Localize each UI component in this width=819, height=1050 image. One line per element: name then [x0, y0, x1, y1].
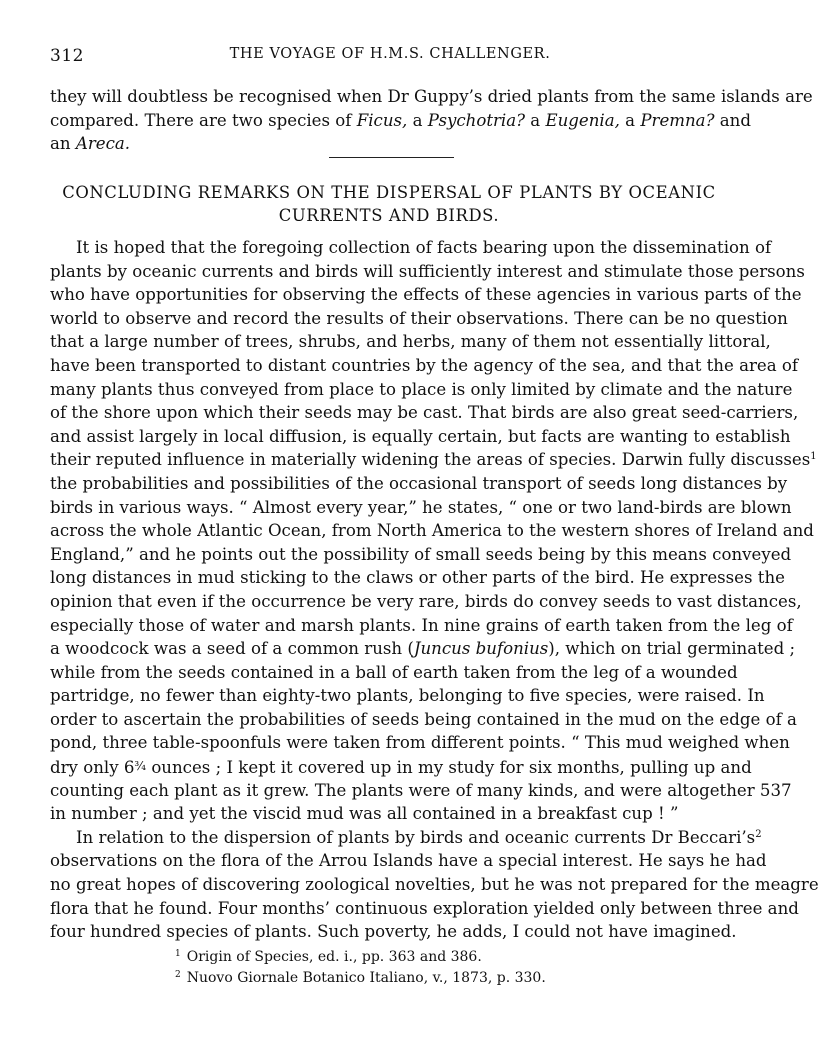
text-run: and [714, 110, 751, 130]
text-line: no great hopes of discovering zoological novelties, but he was not prepared for the meagre [50, 875, 819, 895]
text-run: a [619, 110, 641, 130]
heading-line: CURRENTS AND BIRDS. [278, 206, 500, 225]
text-line: observations on the flora of the Arrou Islands have a special interest. He says he had [50, 851, 767, 871]
text-run: a [407, 110, 428, 130]
running-title: THE VOYAGE OF H.M.S. CHALLENGER. [229, 46, 551, 62]
heading-line: CONCLUDING REMARKS ON THE DISPERSAL OF PLANTS BY OCEANIC [62, 183, 716, 202]
body-text [50, 236, 819, 944]
text-line: long distances in mud sticking to the claws or other parts of the bird. He expresses the [50, 568, 785, 588]
text-line: plants by oceanic currents and birds will sufficiently interest and stimulate those persons [50, 261, 805, 281]
footnote [175, 968, 695, 989]
footnote [175, 947, 695, 968]
footnote-text: Origin of Species, ed. i., pp. 363 and 386. [186, 949, 482, 965]
text-run: compared. There are two species of [50, 110, 357, 130]
text-run: ), which on trial germinated ; [548, 639, 796, 659]
text-run: In relation to the dispersion of plants by birds and oceanic currents Dr Beccari’s [76, 827, 756, 847]
page-header [50, 46, 730, 70]
text-run: a woodcock was a seed of a common rush ( [50, 639, 414, 659]
text-line: four hundred species of plants. Such poverty, he adds, I could not have imagined. [50, 922, 737, 942]
text-line: order to ascertain the probabilities of seeds being contained in the mud on the edge of a [50, 709, 797, 729]
text-line: many plants thus conveyed from place to place is only limited by climate and the nature [50, 379, 793, 399]
page-number: 312 [50, 46, 84, 66]
taxon-psychotria: Psychotria? [427, 110, 526, 130]
text-run: an [50, 134, 76, 154]
text-line: England,” and he points out the possibility of small seeds being by this means conveyed [50, 544, 792, 564]
text-line: and assist largely in local diffusion, is equally certain, but facts are wanting to establish [50, 426, 791, 446]
text-line: they will doubtless be recognised when Dr Guppy’s dried plants from the same islands are [50, 87, 813, 106]
text-line: that a large number of trees, shrubs, and herbs, many of them not essentially littoral, [50, 332, 771, 352]
footnote-marker: 2 [175, 970, 181, 980]
text-line: the probabilities and possibilities of the occasional transport of seeds long distances by [50, 473, 788, 493]
intro-paragraph [50, 85, 813, 156]
footnote-ref: 2 [755, 828, 762, 840]
text-line [50, 448, 817, 472]
text-line: pond, three table-spoonfuls were taken from different points. “ This mud weighed when [50, 733, 790, 753]
text-line: especially those of water and marsh plants. In nine grains of earth taken from the leg of [50, 615, 793, 635]
text-line: counting each plant as it grew. The plants were of many kinds, and were altogether 537 [50, 780, 792, 800]
section-divider [329, 157, 454, 158]
text-line [50, 755, 752, 779]
footnote-ref: 1 [810, 451, 817, 463]
text-line: world to observe and record the results of their observations. There can be no question [50, 308, 788, 328]
text-line [50, 109, 751, 133]
text-line [50, 637, 796, 661]
text-line: opinion that even if the occurrence be very rare, birds do convey seeds to vast distances, [50, 591, 802, 611]
text-line: in number ; and yet the viscid mud was all contained in a breakfast cup ! ” [50, 804, 679, 824]
text-run: their reputed influence in materially widening the areas of species. Darwin fully discusses [50, 450, 811, 470]
taxon-eugenia: Eugenia, [545, 110, 620, 130]
section-heading [50, 181, 728, 227]
text-line: of the shore upon which their seeds may be cast. That birds are also great seed-carriers, [50, 403, 799, 423]
text-run: a [525, 110, 546, 130]
text-line: have been transported to distant countries by the agency of the sea, and that the area of [50, 355, 799, 375]
text-run: ounces ; I kept it covered up in my study for six months, pulling up and [146, 758, 752, 778]
text-line: while from the seeds contained in a ball of earth taken from the leg of a wounded [50, 662, 738, 682]
footnote-marker: 1 [175, 949, 181, 959]
text-line: flora that he found. Four months’ continuous exploration yielded only between three and [50, 898, 799, 918]
text-line: who have opportunities for observing the effects of these agencies in various parts of the [50, 285, 802, 305]
text-line [50, 826, 762, 850]
text-line: partridge, no fewer than eighty-two plants, belonging to five species, were raised. In [50, 686, 765, 706]
taxon-juncus: Juncus bufonius [413, 639, 549, 659]
taxon-ficus: Ficus, [356, 110, 408, 130]
footnotes [175, 947, 695, 989]
taxon-premna: Premna? [640, 110, 715, 130]
text-line [50, 132, 728, 156]
footnote-text: Nuovo Giornale Botanico Italiano, v., 1873, p. 330. [186, 970, 546, 986]
taxon-areca: Areca. [75, 134, 131, 154]
text-line: across the whole Atlantic Ocean, from North America to the western shores of Ireland and [50, 521, 814, 541]
text-run: dry only 6 [50, 758, 135, 778]
text-line: It is hoped that the foregoing collection of facts bearing upon the dissemination of [76, 238, 772, 257]
text-line: birds in various ways. “ Almost every year,” he states, “ one or two land-birds are blown [50, 497, 792, 517]
fraction: ¾ [134, 759, 147, 774]
